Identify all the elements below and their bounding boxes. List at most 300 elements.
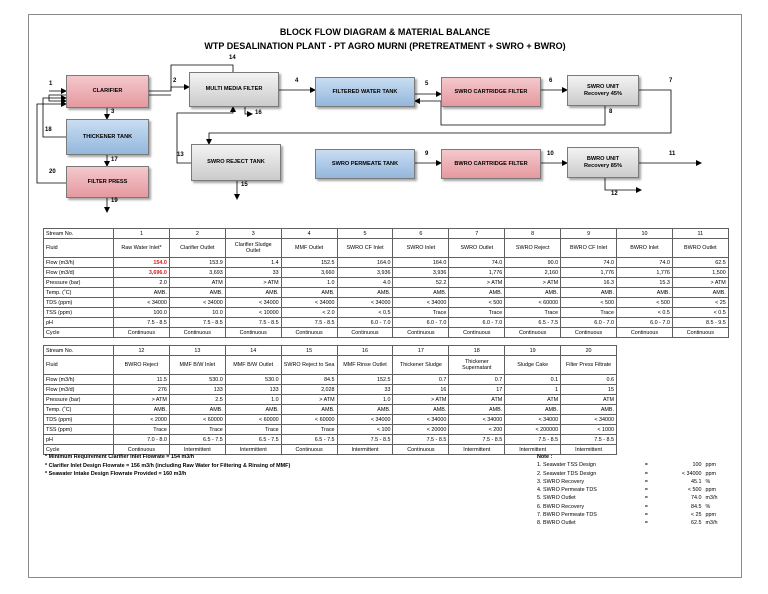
table-cell: 2,160: [505, 268, 561, 278]
table-cell: > ATM: [393, 395, 449, 405]
note-value: 100: [692, 462, 702, 469]
stream-number: 6: [549, 78, 553, 84]
note-item: [537, 478, 727, 486]
stream-number: 8: [609, 109, 613, 115]
table-cell: 1.0: [337, 395, 393, 405]
stream-number: 9: [425, 151, 429, 157]
table-cell: < 34000: [281, 298, 337, 308]
table-cell: 7: [449, 229, 505, 239]
table-cell: < 34000: [561, 415, 617, 425]
table-cell: ATM: [505, 395, 561, 405]
table-cell: < 34000: [337, 415, 393, 425]
table-cell: 6.0 - 7.0: [449, 318, 505, 328]
table-cell: MMF B/W Outlet: [225, 356, 281, 375]
table-cell: BWRO CF Inlet: [561, 239, 617, 258]
table-cell: > ATM: [449, 278, 505, 288]
table-cell: AMB.: [393, 288, 449, 298]
table-cell: < 34000: [505, 415, 561, 425]
swro-reject-tank-block: SWRO REJECT TANK: [191, 144, 281, 181]
note-unit: ppm: [705, 512, 716, 519]
table-cell: < 34000: [169, 298, 225, 308]
table-cell: AMB.: [561, 288, 617, 298]
table-cell: 6.0 - 7.0: [617, 318, 673, 328]
table-cell: > ATM: [281, 395, 337, 405]
note-value: 84.5: [690, 503, 702, 510]
table-cell: Continuous: [449, 328, 505, 338]
stream-16-line: [245, 107, 252, 114]
table-cell: 14: [225, 346, 281, 356]
table-cell: < 25: [672, 298, 728, 308]
table-cell: 12: [114, 346, 170, 356]
row-label: TDS (ppm): [44, 415, 114, 425]
row-label: Stream No.: [44, 229, 114, 239]
thickener-tank-block: THICKENER TANK: [66, 119, 149, 155]
table-cell: 2,028: [281, 385, 337, 395]
table-cell: Continuous: [169, 328, 225, 338]
table-cell: 3,696.0: [114, 268, 170, 278]
row-label: TSS (ppm): [44, 425, 114, 435]
table-cell: 15: [281, 346, 337, 356]
table-cell: < 2000: [114, 415, 170, 425]
swro-unit-recovery: Recovery 45%: [584, 90, 622, 97]
table-cell: Thickener Supernatant: [449, 356, 505, 375]
table-cell: SWRO CF Inlet: [337, 239, 393, 258]
table-cell: Trace: [281, 425, 337, 435]
table-cell: Trace: [114, 425, 170, 435]
table-cell: 20: [561, 346, 617, 356]
table-cell: 74.0: [561, 258, 617, 268]
table-cell: Continuous: [617, 328, 673, 338]
table-cell: < 60000: [281, 415, 337, 425]
note-eq: =: [644, 503, 648, 510]
stream-number: 3: [111, 109, 115, 115]
table-cell: 10: [617, 229, 673, 239]
table-cell: 0.1: [505, 375, 561, 385]
table-cell: 84.5: [281, 375, 337, 385]
table-cell: 3,660: [281, 268, 337, 278]
table-cell: < 60000: [225, 415, 281, 425]
note-label: 7. BWRO Permeate TDS: [537, 512, 597, 519]
filter-press-block: FILTER PRESS: [66, 166, 149, 198]
table-cell: 62.5: [672, 258, 728, 268]
table-cell: 0.7: [393, 375, 449, 385]
table-cell: AMB.: [337, 405, 393, 415]
table-row: [44, 356, 617, 375]
table-cell: 164.0: [337, 258, 393, 268]
table-cell: Filter Press Filtrate: [561, 356, 617, 375]
table-cell: Intermittent: [505, 445, 561, 455]
note-item: [537, 461, 727, 469]
bwro-unit-recovery: Recovery 85%: [584, 162, 622, 169]
table-cell: 133: [169, 385, 225, 395]
table-cell: AMB.: [337, 288, 393, 298]
swro-cartridge-filter-block: SWRO CARTRIDGE FILTER: [441, 77, 541, 107]
table-cell: Continuous: [281, 445, 337, 455]
table-cell: 52.2: [393, 278, 449, 288]
table-cell: 6.5 - 7.5: [169, 435, 225, 445]
table-cell: ATM: [169, 278, 225, 288]
table-cell: 1: [505, 385, 561, 395]
row-label: Fluid: [44, 356, 114, 375]
table-cell: AMB.: [505, 405, 561, 415]
note-item: [537, 494, 727, 502]
stream-number: 2: [173, 78, 177, 84]
clarifier-block: CLARIFIER: [66, 75, 149, 108]
table-cell: BWRO Reject: [114, 356, 170, 375]
note-unit: m3/h: [705, 520, 718, 527]
table-cell: 6.0 - 7.0: [393, 318, 449, 328]
filtered-water-tank-block: FILTERED WATER TANK: [315, 77, 415, 107]
table-cell: < 60000: [505, 298, 561, 308]
table-cell: AMB.: [617, 288, 673, 298]
note-value: < 25: [690, 512, 702, 519]
note-eq: =: [644, 487, 648, 494]
note-label: 8. BWRO Outlet: [537, 520, 576, 527]
table-cell: < 34000: [337, 298, 393, 308]
table-cell: 3,936: [393, 268, 449, 278]
stream-number: 1: [49, 81, 53, 87]
row-label: Temp. (˚C): [44, 405, 114, 415]
table-cell: > ATM: [114, 395, 170, 405]
row-label: Temp. (˚C): [44, 288, 114, 298]
stream-number: 5: [425, 81, 429, 87]
table-cell: 9: [561, 229, 617, 239]
stream-number: 7: [669, 78, 673, 84]
table-cell: Intermittent: [561, 445, 617, 455]
table-cell: AMB.: [281, 405, 337, 415]
table-cell: < 34000: [114, 298, 170, 308]
row-label: TDS (ppm): [44, 298, 114, 308]
notes-heading: Note :: [537, 454, 553, 460]
stream-2-line: [149, 87, 189, 91]
note-label: 4. SWRO Permeate TDS: [537, 487, 597, 494]
table-cell: Trace: [393, 308, 449, 318]
table-cell: 276: [114, 385, 170, 395]
table-cell: Trace: [169, 425, 225, 435]
table-cell: AMB.: [114, 405, 170, 415]
table-cell: AMB.: [225, 405, 281, 415]
table-cell: < 0.5: [617, 308, 673, 318]
table-cell: Continuous: [672, 328, 728, 338]
note-unit: m3/h: [705, 495, 718, 502]
note-unit: %: [705, 503, 711, 510]
swro-permeate-tank-block: SWRO PERMEATE TANK: [315, 149, 415, 179]
table-row: [44, 375, 617, 385]
table-cell: Continuous: [393, 328, 449, 338]
table-cell: Continuous: [114, 328, 170, 338]
table-cell: Continuous: [225, 328, 281, 338]
note-item: [537, 470, 727, 478]
table-row: [44, 288, 729, 298]
table-cell: 6.5 - 7.5: [225, 435, 281, 445]
table-cell: AMB.: [393, 405, 449, 415]
table-row: [44, 278, 729, 288]
table-cell: Clarifier Outlet: [169, 239, 225, 258]
table-cell: < 10000: [225, 308, 281, 318]
table-cell: 6.0 - 7.0: [337, 318, 393, 328]
stream-number: 18: [45, 127, 52, 133]
table-cell: 2.0: [114, 278, 170, 288]
design-notes: [537, 453, 727, 528]
table-cell: < 2.0: [281, 308, 337, 318]
table-cell: 154.0: [114, 258, 170, 268]
table-cell: 15: [561, 385, 617, 395]
note-value: < 34000: [681, 470, 702, 477]
note-label: 3. SWRO Recovery: [537, 478, 585, 485]
stream-number: 17: [111, 157, 118, 163]
table-cell: 7.0 - 8.0: [114, 435, 170, 445]
table-row: [44, 308, 729, 318]
table-cell: AMB.: [169, 288, 225, 298]
footnotes: [45, 453, 290, 479]
table-cell: < 20000: [393, 425, 449, 435]
stream-number: 11: [669, 151, 676, 157]
table-cell: AMB.: [169, 405, 225, 415]
table-cell: 153.9: [169, 258, 225, 268]
note-label: 2. Seawater TDS Design: [537, 470, 597, 477]
note-unit: ppm: [705, 487, 716, 494]
table-cell: AMB.: [449, 405, 505, 415]
table-cell: 13: [169, 346, 225, 356]
stream-number: 20: [49, 169, 56, 175]
table-cell: Continuous: [114, 445, 170, 455]
stream-number: 10: [547, 151, 554, 157]
table-cell: SWRO Reject: [505, 239, 561, 258]
table-cell: 7.5 - 8.5: [225, 318, 281, 328]
table-row: [44, 328, 729, 338]
table-cell: 7.5 - 8.5: [281, 318, 337, 328]
note-unit: ppm: [705, 470, 716, 477]
table-cell: SWRO Inlet: [393, 239, 449, 258]
table-cell: Thickener Sludge: [393, 356, 449, 375]
table-cell: 1,776: [617, 268, 673, 278]
table-cell: Continuous: [505, 328, 561, 338]
table-cell: AMB.: [505, 288, 561, 298]
table-cell: ATM: [561, 395, 617, 405]
table-cell: 16: [337, 346, 393, 356]
table-cell: 10.0: [169, 308, 225, 318]
table-row: [44, 425, 617, 435]
table-cell: Sludge Cake: [505, 356, 561, 375]
table-row: [44, 346, 617, 356]
table-cell: 1.0: [281, 278, 337, 288]
diagram-title: BLOCK FLOW DIAGRAM & MATERIAL BALANCE: [279, 27, 491, 37]
table-cell: > ATM: [672, 278, 728, 288]
table-cell: AMB.: [114, 288, 170, 298]
table-row: [44, 318, 729, 328]
table-cell: AMB.: [561, 405, 617, 415]
row-label: Flow (m3/h): [44, 258, 114, 268]
table-cell: 74.0: [617, 258, 673, 268]
table-cell: 33: [225, 268, 281, 278]
table-cell: SWRO Outlet: [449, 239, 505, 258]
row-label: Cycle: [44, 328, 114, 338]
table-cell: 17: [393, 346, 449, 356]
table-cell: MMF B/W Inlet: [169, 356, 225, 375]
row-label: Stream No.: [44, 346, 114, 356]
table-cell: MMF Outlet: [281, 239, 337, 258]
note-item: [537, 486, 727, 494]
table-cell: 3: [225, 229, 281, 239]
material-balance-table-2: [43, 345, 617, 455]
table-cell: 19: [505, 346, 561, 356]
table-cell: 7.5 - 8.5: [449, 435, 505, 445]
table-cell: AMB.: [449, 288, 505, 298]
table-row: [44, 395, 617, 405]
table-cell: 7.5 - 8.5: [114, 318, 170, 328]
table-cell: 4.0: [337, 278, 393, 288]
table-cell: 6: [393, 229, 449, 239]
table-cell: < 34000: [393, 298, 449, 308]
table-cell: 1: [114, 229, 170, 239]
table-cell: > ATM: [505, 278, 561, 288]
table-cell: 74.0: [449, 258, 505, 268]
table-cell: < 34000: [393, 415, 449, 425]
material-balance-table-1: [43, 228, 729, 338]
table-cell: Intermittent: [449, 445, 505, 455]
table-cell: 7.5 - 8.5: [393, 435, 449, 445]
table-cell: Continuous: [281, 328, 337, 338]
stream-number: 13: [177, 152, 184, 158]
note-item: [537, 511, 727, 519]
stream-number: 15: [241, 182, 248, 188]
table-cell: 133: [225, 385, 281, 395]
table-cell: 164.0: [393, 258, 449, 268]
drawing-sheet: [28, 14, 742, 578]
table-cell: 7.5 - 8.5: [169, 318, 225, 328]
table-row: [44, 239, 729, 258]
table-cell: 1,776: [561, 268, 617, 278]
table-cell: 90.0: [505, 258, 561, 268]
table-cell: AMB.: [672, 288, 728, 298]
table-row: [44, 268, 729, 278]
table-cell: ATM: [449, 395, 505, 405]
bwro-unit-block: [567, 147, 639, 178]
table-cell: Intermittent: [225, 445, 281, 455]
table-cell: 5: [337, 229, 393, 239]
swro-unit-label: SWRO UNIT: [586, 83, 619, 90]
note-eq: =: [644, 462, 648, 469]
table-cell: < 34000: [225, 298, 281, 308]
swro-unit-block: [567, 75, 639, 106]
multi-media-filter-block: MULTI MEDIA FILTER: [189, 72, 279, 107]
table-cell: 1.4: [225, 258, 281, 268]
bwro-cartridge-filter-block: BWRO CARTRIDGE FILTER: [441, 149, 541, 179]
note-eq: =: [644, 520, 648, 527]
table-cell: MMF Rinse Outlet: [337, 356, 393, 375]
row-label: Cycle: [44, 445, 114, 455]
note-value: 45.1: [690, 478, 702, 485]
note-eq: =: [644, 512, 648, 519]
table-cell: < 0.5: [672, 308, 728, 318]
table-row: [44, 385, 617, 395]
row-label: Fluid: [44, 239, 114, 258]
table-cell: 530.0: [169, 375, 225, 385]
table-cell: 6.0 - 7.0: [561, 318, 617, 328]
table-cell: 2.5: [169, 395, 225, 405]
table-cell: 0.6: [561, 375, 617, 385]
table-cell: AMB.: [281, 288, 337, 298]
note-value: 74.0: [690, 495, 702, 502]
note-value: 62.5: [690, 520, 702, 527]
table-cell: 0.7: [449, 375, 505, 385]
table-row: [44, 258, 729, 268]
table-cell: 11: [672, 229, 728, 239]
table-cell: 7.5 - 8.5: [505, 435, 561, 445]
note-label: 1. Seawater TSS Design: [537, 462, 596, 469]
table-cell: BWRO Outlet: [672, 239, 728, 258]
table-cell: SWRO Reject to Sea: [281, 356, 337, 375]
footnote: * Seawater Intake Design Flowrate Provided = 160 m3/h: [45, 471, 187, 477]
table-cell: 4: [281, 229, 337, 239]
table-cell: Intermittent: [337, 445, 393, 455]
table-cell: 3,693: [169, 268, 225, 278]
table-cell: < 60000: [169, 415, 225, 425]
note-unit: ppm: [705, 462, 716, 469]
row-label: pH: [44, 318, 114, 328]
table-cell: 16.3: [561, 278, 617, 288]
stream-number: 19: [111, 198, 118, 204]
note-eq: =: [644, 495, 648, 502]
row-label: pH: [44, 435, 114, 445]
bwro-unit-label: BWRO UNIT: [586, 155, 620, 162]
table-cell: < 34000: [449, 415, 505, 425]
row-label: Flow (m3/d): [44, 268, 114, 278]
table-cell: Trace: [505, 308, 561, 318]
note-value: < 500: [687, 487, 702, 494]
table-cell: 8.5 - 9.5: [672, 318, 728, 328]
table-row: [44, 415, 617, 425]
note-label: 6. BWRO Recovery: [537, 503, 585, 510]
table-cell: < 0.5: [337, 308, 393, 318]
stream-number: 12: [611, 191, 618, 197]
table-cell: 6.5 - 7.5: [281, 435, 337, 445]
table-cell: 16: [393, 385, 449, 395]
row-label: TSS (ppm): [44, 308, 114, 318]
row-label: Pressure (bar): [44, 278, 114, 288]
table-row: [44, 435, 617, 445]
table-cell: Intermittent: [169, 445, 225, 455]
table-cell: 7.5 - 8.5: [561, 435, 617, 445]
table-cell: < 1000: [561, 425, 617, 435]
stream-number: 16: [255, 110, 262, 116]
row-label: Pressure (bar): [44, 395, 114, 405]
table-cell: < 500: [561, 298, 617, 308]
table-cell: 1.0: [225, 395, 281, 405]
table-cell: 100.0: [114, 308, 170, 318]
table-cell: Clarifier Sludge Outlet: [225, 239, 281, 258]
table-cell: 1,776: [449, 268, 505, 278]
table-row: [44, 298, 729, 308]
table-cell: 7.5 - 8.5: [337, 435, 393, 445]
table-cell: 3,936: [337, 268, 393, 278]
stream-number: 14: [229, 55, 236, 61]
row-label: Flow (m3/h): [44, 375, 114, 385]
diagram-subtitle: WTP DESALINATION PLANT - PT AGRO MURNI (PRETREATMENT + SWRO + BWRO): [204, 41, 566, 51]
table-cell: 11.5: [114, 375, 170, 385]
table-cell: 6.5 - 7.5: [505, 318, 561, 328]
table-cell: < 100: [337, 425, 393, 435]
table-cell: Trace: [561, 308, 617, 318]
note-eq: =: [644, 478, 648, 485]
note-label: 5. SWRO Outlet: [537, 495, 576, 502]
table-cell: 152.5: [281, 258, 337, 268]
table-cell: < 500: [617, 298, 673, 308]
table-cell: 8: [505, 229, 561, 239]
note-item: [537, 503, 727, 511]
table-cell: AMB.: [225, 288, 281, 298]
table-cell: BWRO Inlet: [617, 239, 673, 258]
